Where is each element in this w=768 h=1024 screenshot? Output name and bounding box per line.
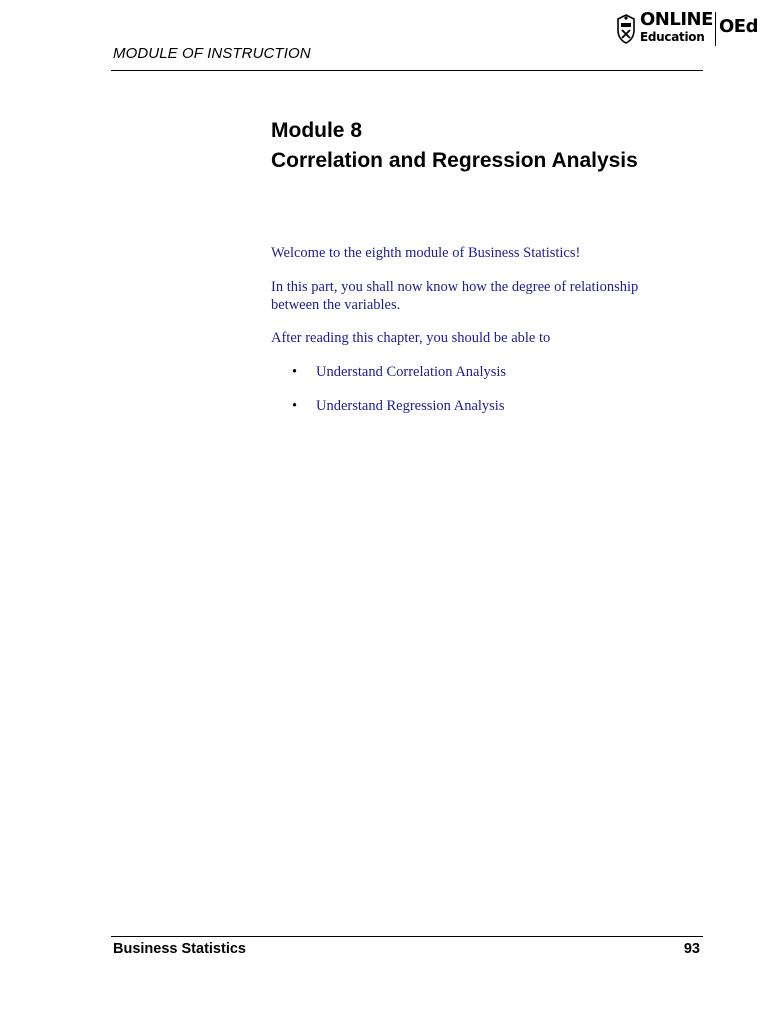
- shield-crest-icon: [616, 14, 636, 44]
- objective-text: Understand Regression Analysis: [316, 398, 505, 414]
- logo-divider: [715, 12, 716, 46]
- running-header: MODULE OF INSTRUCTION: [113, 45, 311, 62]
- welcome-paragraph: Welcome to the eighth module of Business Statistics!: [271, 245, 581, 261]
- footer-course-title: Business Statistics: [113, 941, 246, 957]
- module-heading: [271, 116, 638, 176]
- module-title: Correlation and Regression Analysis: [271, 149, 638, 172]
- online-education-logo: [614, 10, 764, 48]
- list-item: [271, 363, 671, 397]
- objectives-list: [271, 363, 671, 431]
- footer-rule: [111, 936, 703, 937]
- module-number: Module 8: [271, 119, 363, 142]
- list-item: [271, 397, 671, 431]
- header-rule: [111, 70, 703, 71]
- intro-paragraph: In this part, you shall now know how the degree of relationship between the variables.: [271, 279, 639, 313]
- page-number: 93: [683, 941, 700, 957]
- logo-text-oed: OEd: [719, 16, 758, 37]
- logo-text-online: ONLINE: [640, 9, 713, 30]
- objectives-intro: After reading this chapter, you should be able to: [271, 330, 551, 346]
- bullet-icon: •: [292, 398, 298, 414]
- objective-text: Understand Correlation Analysis: [316, 364, 507, 380]
- bullet-icon: •: [292, 364, 298, 380]
- logo-text-education: Education: [640, 30, 705, 44]
